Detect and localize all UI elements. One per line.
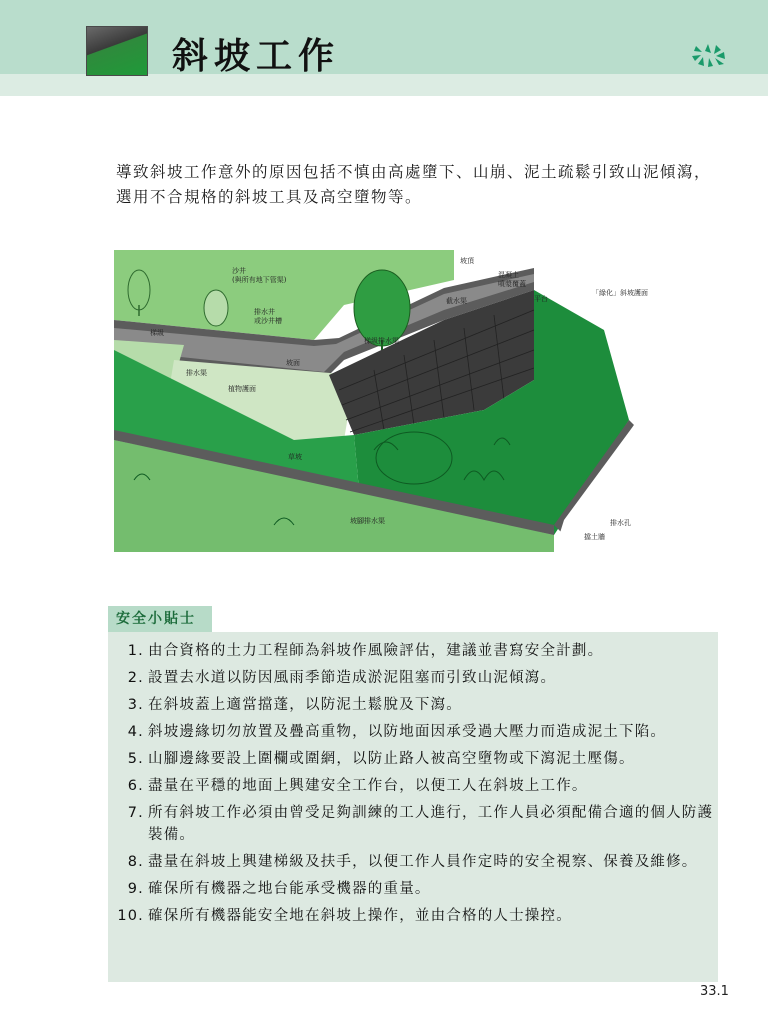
header-band-lower [0, 74, 768, 96]
figure-label: 平台 [534, 295, 548, 303]
list-item: 2. 設置去水道以防因風雨季節造成淤泥阻塞而引致山泥傾瀉。 [127, 670, 557, 686]
slope-illustration [114, 250, 654, 552]
list-item: 8. 盡量在斜坡上興建梯級及扶手，以便工作人員作定時的安全視察、保養及維修。 [127, 854, 698, 870]
list-item: 5. 山腳邊緣要設上圍欄或圍網，以防止路人被高空墮物或下瀉泥土壓傷。 [127, 751, 635, 767]
list-item: 4. 斜坡邊緣切勿放置及疊高重物，以防地面因承受過大壓力而造成泥土下陷。 [127, 724, 667, 740]
figure-label: 擋土牆 [584, 533, 605, 541]
figure-label: 混凝土 [498, 271, 519, 279]
page-number: 33.1 [700, 984, 729, 999]
figure-label: 噴漿覆蓋 [498, 280, 526, 288]
figure-label: 坡頂 [460, 257, 474, 265]
list-item: 3. 在斜坡蓋上適當擋蓬，以防泥土鬆脫及下瀉。 [127, 697, 462, 713]
list-item: 10. 確保所有機器能安全地在斜坡上操作，並由合格的人士操控。 [117, 908, 572, 924]
figure-label: 梯級排水渠 [364, 337, 399, 345]
figure-label: 或沙井槽 [254, 317, 282, 325]
figure-label: 梯級 [150, 329, 164, 337]
list-item: 7. 所有斜坡工作必須由曾受足夠訓練的工人進行，工作人員必須配備合適的個人防護裝備。 [127, 805, 714, 843]
figure-label: 植物護面 [228, 385, 256, 393]
tips-heading: 安全小貼士 [108, 606, 212, 632]
figure-label: 沙井 [232, 267, 246, 275]
figure-label: (與所有地下管渠) [232, 276, 287, 284]
figure-label: 截水渠 [446, 297, 467, 305]
tips-list [114, 640, 714, 932]
figure-label: 排水渠 [186, 369, 207, 377]
figure-label: 坡腳排水渠 [350, 517, 385, 525]
figure-label: 「綠化」斜坡護面 [592, 289, 648, 297]
slope-thumbnail-image [86, 26, 148, 76]
intro-paragraph: 導致斜坡工作意外的原因包括不慎由高處墮下、山崩、泥土疏鬆引致山泥傾瀉，選用不合規格的斜坡工具及高空墮物等。 [116, 163, 712, 206]
figure-label: 草坡 [288, 453, 302, 461]
figure-label: 坡面 [286, 359, 300, 367]
list-item: 9. 確保所有機器之地台能承受機器的重量。 [127, 881, 431, 897]
organisation-logo-icon [686, 40, 734, 70]
page-title: 斜坡工作 [172, 36, 341, 77]
list-item: 1. 由合資格的土力工程師為斜坡作風險評估，建議並書寫安全計劃。 [127, 643, 604, 659]
slope-cross-section-drawing [114, 250, 654, 552]
list-item: 6. 盡量在平穩的地面上興建安全工作台，以便工人在斜坡上工作。 [127, 778, 588, 794]
figure-label: 排水井 [254, 308, 275, 316]
figure-label: 排水孔 [610, 519, 631, 527]
